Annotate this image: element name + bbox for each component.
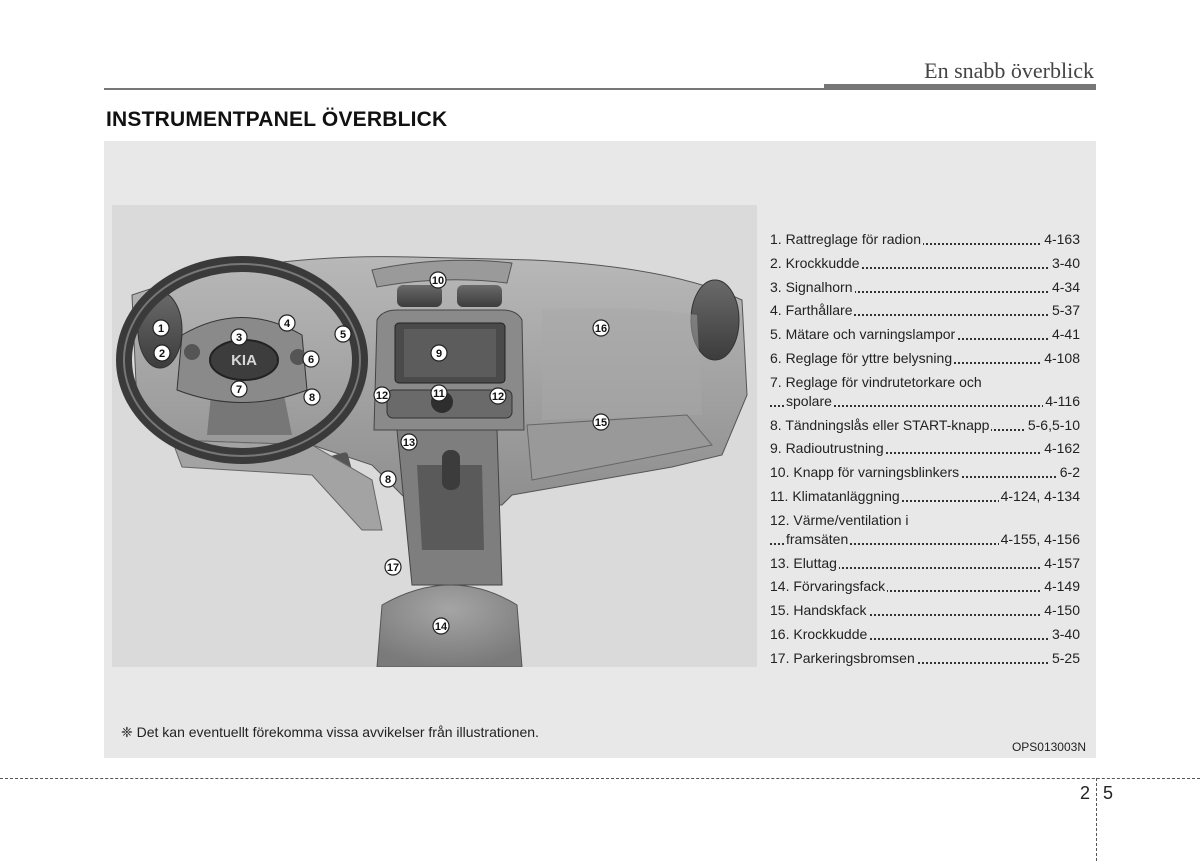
svg-text:10: 10 (431, 275, 445, 287)
legend-item: 11. Klimatanläggning 4-124, 4-134 (770, 487, 1080, 504)
legend-list (770, 231, 1090, 674)
page-heading: INSTRUMENTPANEL ÖVERBLICK (106, 108, 448, 131)
svg-text:12: 12 (491, 391, 505, 403)
svg-text:17: 17 (386, 562, 400, 574)
legend-item: 2. Krockkudde 3-40 (770, 254, 1080, 271)
svg-text:6: 6 (307, 354, 315, 366)
footer-divider (0, 778, 1200, 779)
callout-4 (303, 351, 319, 367)
callout-5 (279, 315, 295, 331)
callout-7 (335, 326, 351, 342)
legend-item: 13. Eluttag 4-157 (770, 554, 1080, 571)
legend-item: 4. Farthållare 5-37 (770, 302, 1080, 319)
legend-item: 1. Rattreglage för radion 4-163 (770, 231, 1080, 247)
kia-logo: KIA (231, 352, 257, 369)
svg-text:3: 3 (235, 332, 243, 344)
legend-item: 3. Signalhorn 4-34 (770, 278, 1080, 295)
svg-text:8: 8 (308, 392, 316, 404)
callout-8-lower (380, 471, 396, 487)
legend-item: 6. Reglage för yttre belysning 4-108 (770, 349, 1080, 366)
legend-item: 15. Handskfack 4-150 (770, 602, 1080, 619)
callout-1 (154, 345, 170, 361)
svg-text:15: 15 (594, 417, 608, 429)
svg-text:16: 16 (594, 323, 608, 335)
image-code: OPS013003N (1011, 740, 1086, 754)
callout-12-left (374, 387, 390, 403)
legend-item: 5. Mätare och varningslampor 4-41 (770, 326, 1080, 343)
illustration-note: ❈ Det kan eventuellt förekomma vissa avvikelser från illustrationen. (121, 724, 539, 740)
legend-item-continued: spolare 4-116 (770, 393, 1090, 410)
legend-item: 7. Reglage för vindrutetorkare och (770, 373, 982, 390)
svg-text:8: 8 (384, 474, 392, 486)
legend-item: 12. Värme/ventilation i (770, 511, 909, 528)
callout-9 (431, 345, 447, 361)
callout-2 (231, 381, 247, 397)
callout-13 (401, 434, 417, 450)
header-rule-accent (824, 84, 1096, 90)
callout-3 (231, 329, 247, 345)
legend-item: 14. Förvaringsfack 4-149 (770, 578, 1080, 595)
dashboard-illustration (112, 205, 757, 667)
chapter-number: 2 (1080, 783, 1091, 803)
page-divider (1096, 778, 1097, 861)
callout-15 (593, 414, 609, 430)
svg-text:12: 12 (375, 390, 389, 402)
legend-item: 9. Radioutrustning 4-162 (770, 440, 1080, 457)
section-title: En snabb överblick (924, 58, 1094, 83)
callout-6 (153, 320, 169, 336)
callout-8 (304, 389, 320, 405)
svg-text:9: 9 (435, 348, 443, 360)
callout-17 (385, 559, 401, 575)
callout-11 (431, 385, 447, 401)
figure-panel (104, 141, 1096, 758)
svg-text:4: 4 (283, 318, 291, 330)
legend-item: 10. Knapp för varningsblinkers 6-2 (770, 464, 1080, 481)
page-number: 5 (1103, 783, 1114, 803)
svg-text:14: 14 (434, 621, 448, 633)
callout-16 (593, 320, 609, 336)
dashboard-drawing (112, 205, 757, 667)
svg-text:2: 2 (158, 348, 166, 360)
legend-item: 17. Parkeringsbromsen 5-25 (770, 649, 1080, 666)
legend-item-continued: framsäten 4-155, 4-156 (770, 531, 1090, 548)
callout-10 (430, 272, 446, 288)
callout-12-right (490, 388, 506, 404)
svg-text:1: 1 (157, 323, 165, 335)
svg-text:7: 7 (235, 384, 243, 396)
svg-text:5: 5 (339, 329, 347, 341)
svg-text:13: 13 (402, 437, 416, 449)
legend-item: 8. Tändningslås eller START-knapp 5-6,5-10 (770, 416, 1080, 433)
svg-text:11: 11 (433, 388, 445, 400)
callout-14 (433, 618, 449, 634)
legend-item: 16. Krockkudde 3-40 (770, 625, 1080, 642)
